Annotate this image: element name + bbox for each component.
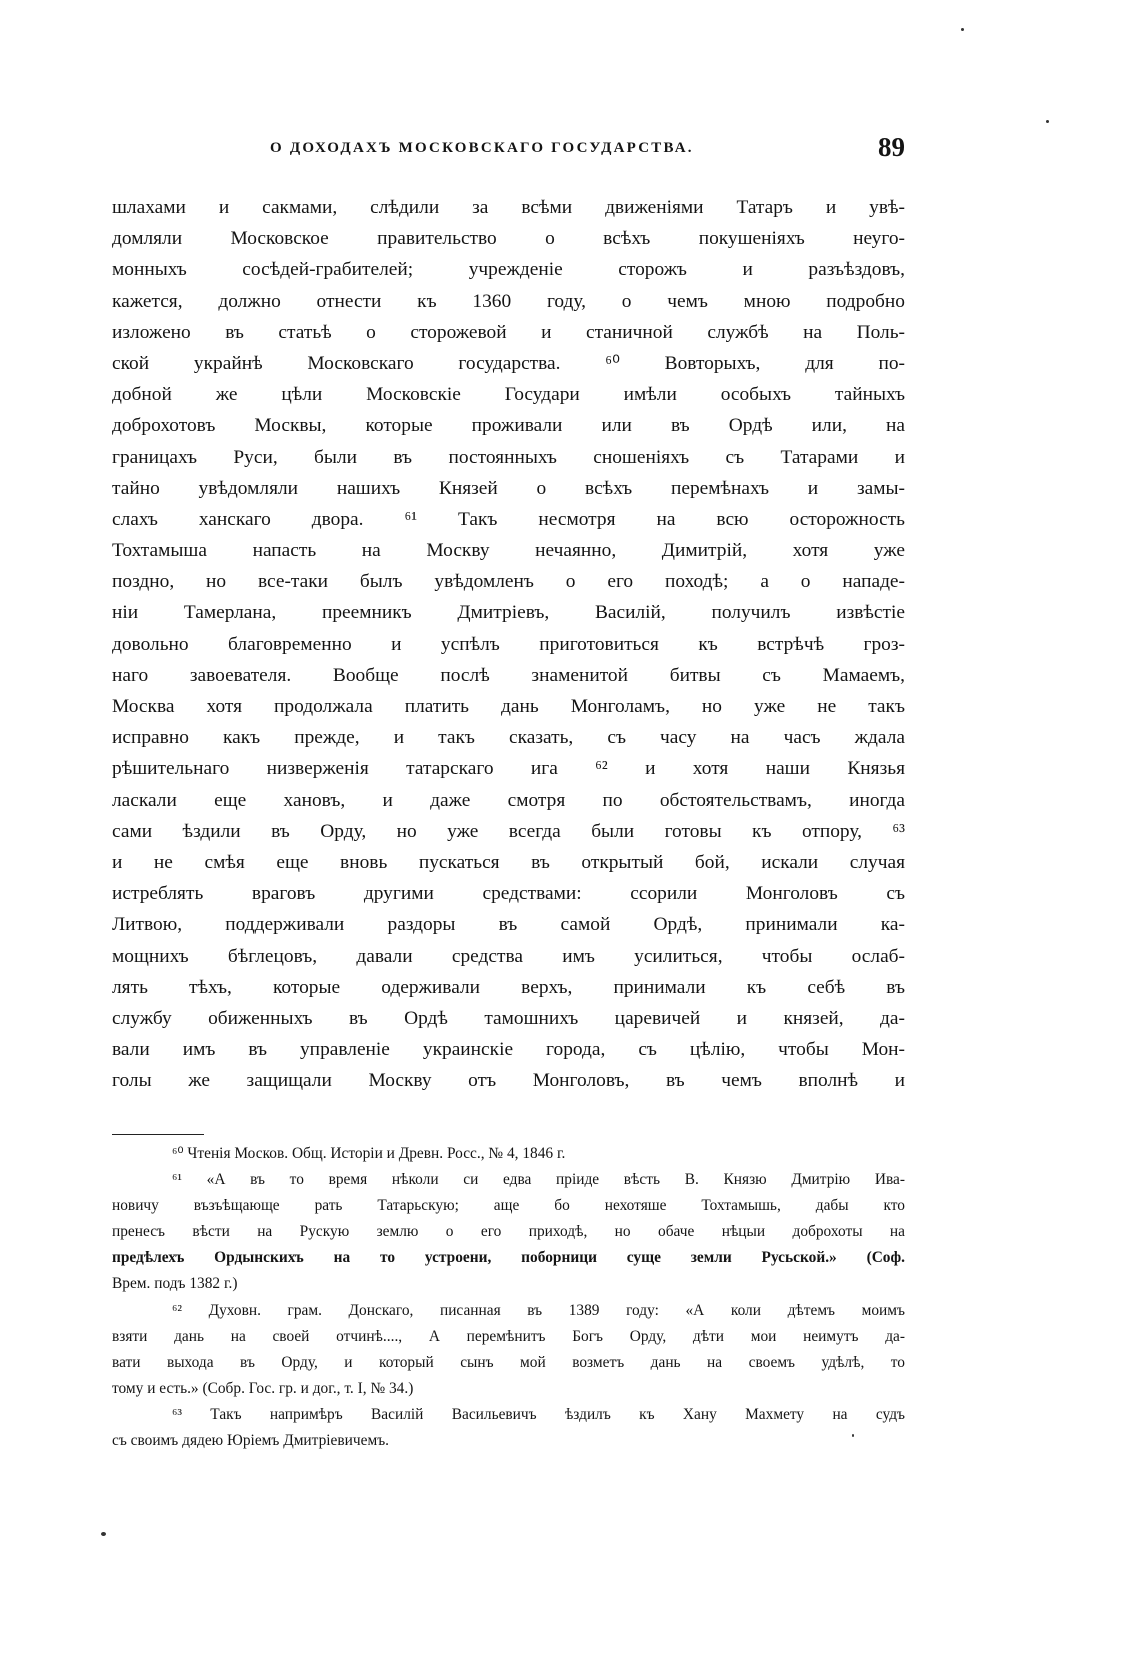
footnote-line: съ своимъ дядею Юріемъ Дмитріевичемъ. [112, 1432, 390, 1450]
body-line: мощнихъ бѣглецовъ, давали средства имъ усилиться, чтобы ослаб- [112, 945, 905, 967]
footnote-line: Врем. подъ 1382 г.) [112, 1275, 238, 1293]
body-text [112, 192, 905, 1096]
body-line: лять тѣхъ, которые одерживали верхъ, принимали къ себѣ въ [112, 976, 905, 998]
body-line: Тохтамыша напасть на Москву нечаянно, Димитрій, хотя уже [112, 540, 905, 562]
page-number: 89 [878, 132, 905, 162]
body-line: голы же защищали Москву отъ Монголовъ, въ чемъ вполнѣ и [112, 1070, 905, 1092]
body-line: доброхотовъ Москвы, которые проживали или въ Ордѣ или, на [112, 415, 905, 437]
body-line: изложено въ статьѣ о сторожевой и станичной службѣ на Поль- [112, 321, 905, 343]
footnote-line: вати выхода въ Орду, и который сынъ мой возметъ дань на своемъ удѣлѣ, то [112, 1353, 905, 1371]
scan-speck [1046, 120, 1049, 123]
footnote-61 [112, 1167, 905, 1297]
footnote-line: ⁶¹ «А въ то время нѣколи си едва пріиде вѣсть В. Князю Дмитрію Ива- [172, 1171, 905, 1189]
body-line: службу обиженныхъ въ Ордѣ тамошнихъ царевичей и князей, да- [112, 1007, 905, 1029]
footnote-line: пренесъ вѣсти на Рускую землю о его приходѣ, но обаче нѣцыи доброхоты на [112, 1223, 905, 1241]
scan-speck [961, 28, 964, 31]
footnote-line: тому и есть.» (Собр. Гос. гр. и дог., т. I, № 34.) [112, 1379, 414, 1397]
body-line: Москва хотя продолжала платить дань Монголамъ, но уже не такъ [112, 696, 905, 717]
body-line: поздно, но все-таки былъ увѣдомленъ о его походѣ; а о нападе- [112, 571, 905, 593]
body-line: истреблять враговъ другими средствами: ссорили Монголовъ съ [112, 883, 905, 905]
body-line: тайно увѣдомляли нашихъ Князей о всѣхъ перемѣнахъ и замы- [112, 477, 905, 499]
body-line: рѣшительнаго низверженія татарскаго ига ⁶² и хотя наши Князья [112, 758, 905, 780]
body-line: и не смѣя еще вновь пускаться въ открытый бой, искали случая [112, 851, 905, 873]
body-line: ской украйнѣ Московскаго государства. ⁶⁰ Вовторыхъ, для по- [112, 352, 905, 374]
body-line: исправно какъ прежде, и такъ сказать, съ часу на часъ ждала [112, 727, 905, 749]
footnote-63 [112, 1402, 905, 1454]
body-line: сами ѣздили въ Орду, но уже всегда были готовы къ отпору, ⁶³ [112, 820, 905, 842]
footnotes [112, 1141, 905, 1454]
footnote-line: взяти дань на своей отчинѣ...., А перемѣнитъ Богъ Орду, дѣти мои неимутъ да- [112, 1327, 905, 1345]
body-line: довольно благовременно и успѣлъ приготовиться къ встрѣчѣ гроз- [112, 633, 905, 655]
body-line: домляли Московское правительство о всѣхъ покушеніяхъ неуго- [112, 228, 905, 250]
body-line: слахъ ханскаго двора. ⁶¹ Такъ несмотря на всю осторожность [112, 508, 905, 530]
body-line: Литвою, поддерживали раздоры въ самой Ордѣ, принимали ка- [112, 914, 905, 936]
footnote-line: ⁶⁰ Чтенія Москов. Общ. Исторіи и Древн. Росс., № 4, 1846 г. [172, 1145, 566, 1162]
scan-speck [101, 1532, 106, 1536]
body-line: кажется, должно отнести къ 1360 году, о чемъ мною подробно [112, 290, 905, 312]
body-line: монныхъ сосѣдей-грабителей; учрежденіе сторожъ и разъѣздовъ, [112, 259, 905, 281]
scan-speck [852, 1434, 854, 1437]
footnote-62 [112, 1298, 905, 1402]
body-line: ласкали еще хановъ, и даже смотря по обстоятельствамъ, иногда [112, 789, 905, 811]
footnote-line: ⁶² Духовн. грам. Донскаго, писанная въ 1389 году: «А коли дѣтемъ моимъ [172, 1301, 905, 1319]
footnote-divider [112, 1134, 204, 1135]
running-title: О ДОХОДАХЪ МОСКОВСКАГО ГОСУДАРСТВА. [270, 140, 694, 156]
body-line: шлахами и сакмами, слѣдили за всѣми движеніями Татаръ и увѣ- [112, 197, 905, 218]
body-line: границахъ Руси, были въ постоянныхъ сношеніяхъ съ Татарами и [112, 446, 905, 468]
footnote-line: ⁶³ Такъ напримѣръ Василій Васильевичъ ѣздилъ къ Хану Махмету на судъ [172, 1405, 905, 1423]
body-line: добной же цѣли Московскіе Государи имѣли особыхъ тайныхъ [112, 384, 905, 406]
body-line: наго завоевателя. Вообще послѣ знаменитой битвы съ Мамаемъ, [112, 664, 905, 686]
body-line: вали имъ въ управленіе украинскіе города, съ цѣлію, чтобы Мон- [112, 1039, 905, 1061]
footnote-60 [112, 1141, 905, 1167]
body-line: ніи Тамерлана, преемникъ Дмитріевъ, Василій, получилъ извѣстіе [112, 602, 905, 624]
footnote-line: предѣлехъ Ордынскихъ на то устроени, поборници суще земли Русьской.» (Соф. [112, 1249, 905, 1267]
footnote-line: новичу възъѣщающе рать Татарьскую; аще бо нехотяше Тохтамышь, дабы кто [112, 1197, 905, 1215]
page-header [112, 132, 905, 172]
